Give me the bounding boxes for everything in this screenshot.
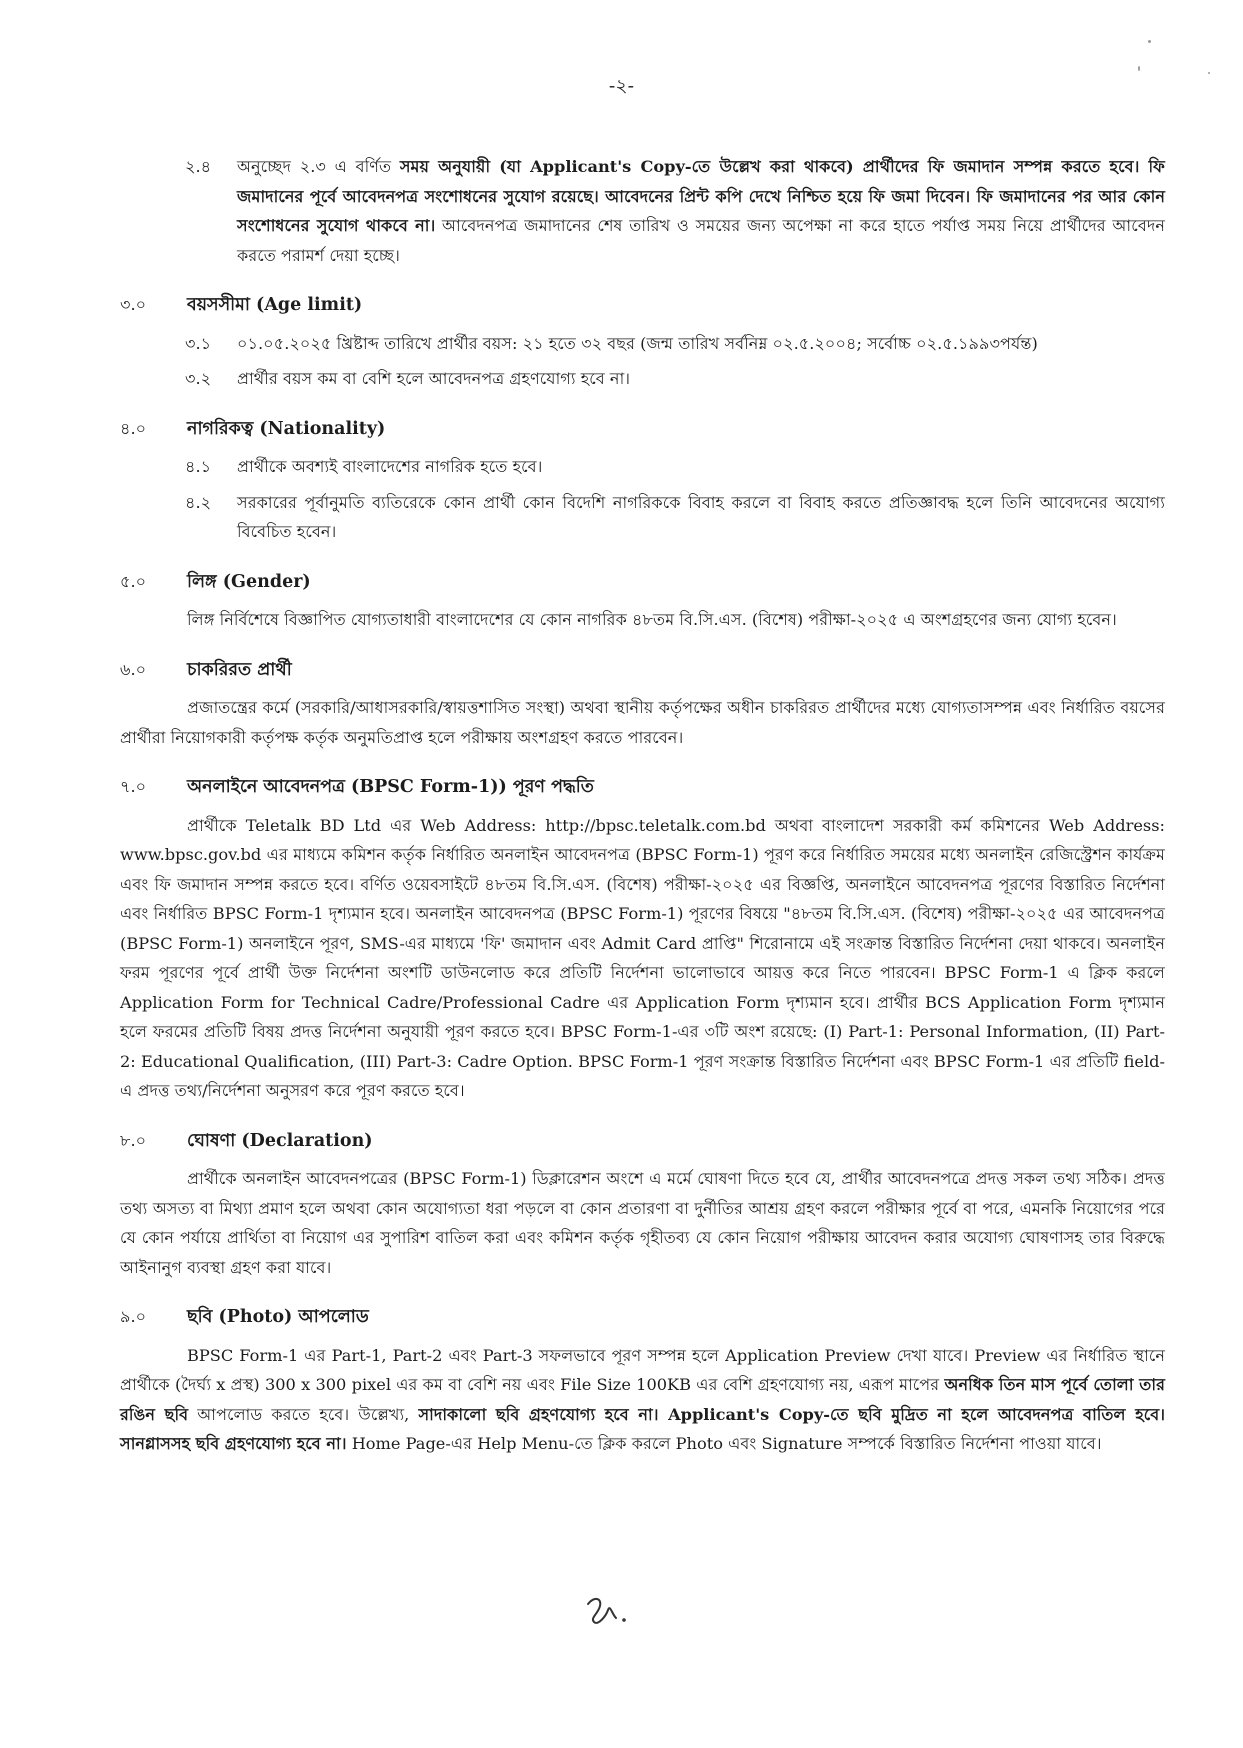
- clause-2-4: [185, 152, 1165, 270]
- section-title: নাগরিকত্ব (Nationality): [187, 418, 386, 439]
- clause-text: সরকারের পূর্বানুমতি ব্যতিরেকে কোন প্রার্থী কোন বিদেশি নাগরিককে বিবাহ করলে বা বিবাহ করতে প্রতিজ্ঞাবদ্ধ হলে তিনি আবেদনের অযোগ্য বিবেচিত হবেন।: [237, 492, 1165, 541]
- section-5-paragraph: লিঙ্গ নির্বিশেষে বিজ্ঞাপিত যোগ্যতাধারী বাংলাদেশের যে কোন নাগরিক ৪৮তম বি.সি.এস. (বিশেষ) পরীক্ষা-২০২৫ এ অংশগ্রহণের জন্য যোগ্য হবেন।: [187, 610, 1117, 629]
- section-9-paragraph: [120, 1341, 1165, 1459]
- paragraph-bold: সাদাকালো ছবি গ্রহণযোগ্য হবে না। Applicant's Copy-তে ছবি মুদ্রিত না হলে আবেদনপত্র বাতিল হবে। সানগ্লাসসহ ছবি গ্রহণযোগ্য হবে না।: [120, 1404, 1165, 1453]
- section-number: ৪.০: [120, 418, 147, 438]
- section-number: ৭.০: [120, 777, 147, 796]
- section-title: ঘোষণা (Declaration): [187, 1130, 373, 1151]
- scan-speck: [1208, 72, 1210, 74]
- section-9-heading: [120, 1302, 1165, 1333]
- paragraph-part: BPSC Form-1 এর Part-1, Part-2 এবং Part-3 সফলভাবে পূরণ সম্পন্ন হলে Application Preview দেখা যাবে। Preview এর নির্ধারিত স্থানে প্রার্থীকে (দৈর্ঘ্য x প্রস্থ) 300 x 300 pixel এর কম বা বেশি নয় এবং File Size 100KB এর বেশি গ্রহণযোগ্য নয়, এরূপ মাপের: [120, 1345, 1165, 1394]
- page-number: -২-: [608, 75, 635, 97]
- clause-4-2: [185, 488, 1165, 547]
- clause-number: ৪.২: [185, 492, 212, 512]
- section-8-heading: [120, 1126, 1165, 1157]
- clause-text: [237, 152, 1165, 270]
- clause-text: ০১.০৫.২০২৫ খ্রিষ্টাব্দ তারিখে প্রার্থীর বয়স: ২১ হতে ৩২ বছর (জন্ম তারিখ সর্বনিম্ন ০২.৫.২০০৪; সর্বোচ্চ ০২.৫.১৯৯৩পর্যন্ত): [237, 333, 1038, 353]
- document-body: [120, 152, 1165, 1459]
- section-number: ৩.০: [120, 295, 147, 314]
- section-number: ৮.০: [120, 1130, 147, 1150]
- section-title: অনলাইনে আবেদনপত্র (BPSC Form-1)) পূরণ পদ্ধতি: [187, 777, 594, 797]
- section-number: ৯.০: [120, 1307, 147, 1326]
- paragraph-part: Home Page-এর Help Menu-তে ক্লিক করলে Photo এবং Signature সম্পর্কে বিস্তারিত নির্দেশনা পাওয়া যাবে।: [346, 1434, 1102, 1453]
- section-title: বয়সসীমা (Age limit): [187, 295, 363, 315]
- handwritten-initial: [582, 1590, 632, 1630]
- section-3-heading: [120, 290, 1165, 321]
- section-number: ৫.০: [120, 571, 147, 591]
- clause-3-2: [185, 364, 1165, 394]
- section-7-paragraph: প্রার্থীকে Teletalk BD Ltd এর Web Address: http://bpsc.teletalk.com.bd অথবা বাংলাদেশ সরকারী কর্ম কমিশনের Web Address: www.bpsc.gov.bd এর মাধ্যমে কমিশন কর্তৃক নির্ধারিত অনলাইন আবেদনপত্র (BPSC Form-1) পূরণ করে নির্ধারিত সময়ের মধ্যে অনলাইন রেজিস্ট্রেশন কার্যক্রম এবং ফি জমাদান সম্পন্ন করতে হবে। বর্ণিত ওয়েবসাইটে ৪৮তম বি.সি.এস. (বিশেষ) পরীক্ষা-২০২৫ এর বিজ্ঞপ্তি, অনলাইনে আবেদনপত্র পূরণের বিস্তারিত নির্দেশনা এবং নির্ধারিত BPSC Form-1 দৃশ্যমান হবে। অনলাইন আবেদনপত্র (BPSC Form-1) পূরণের বিষয়ে "৪৮তম বি.সি.এস. (বিশেষ) পরীক্ষা-২০২৫ এর আবেদনপত্র (BPSC Form-1) অনলাইনে পূরণ, SMS-এর মাধ্যমে 'ফি' জমাদান এবং Admit Card প্রাপ্তি" শিরোনামে এই সংক্রান্ত বিস্তারিত নির্দেশনা দেয়া থাকবে। অনলাইন ফরম পূরণের পূর্বে প্রার্থী উক্ত নির্দেশনা অংশটি ডাউনলোড করে প্রতিটি নির্দেশনা ভালোভাবে আয়ত্ত করে নিতে পারবেন। BPSC Form-1 এ ক্লিক করলে Application Form for Technical Cadre/Professional Cadre এর Application Form দৃশ্যমান হবে। প্রার্থীর BCS Application Form দৃশ্যমান হলে ফরমের প্রতিটি বিষয় প্রদত্ত নির্দেশনা অনুযায়ী পূরণ করতে হবে। BPSC Form-1-এর ৩টি অংশ রয়েছে: (I) Part-1: Personal Information, (II) Part-2: Educational Qualification, (III) Part-3: Cadre Option. BPSC Form-1 পূরণ সংক্রান্ত বিস্তারিত নির্দেশনা এবং BPSC Form-1 এর প্রতিটি field-এ প্রদত্ত তথ্য/নির্দেশনা অনুসরণ করে পূরণ করতে হবে।: [120, 815, 1166, 1100]
- paragraph-part: আপলোড করতে হবে। উল্লেখ্য,: [188, 1404, 419, 1424]
- section-number: ৬.০: [120, 659, 147, 679]
- section-title: চাকরিরত প্রার্থী: [187, 659, 292, 680]
- paragraph-bold: অনধিক তিন মাস পূর্বে তোলা তার রঙিন ছবি: [120, 1375, 1165, 1424]
- clause-text: প্রার্থীর বয়স কম বা বেশি হলে আবেদনপত্র গ্রহণযোগ্য হবে না।: [237, 369, 631, 388]
- section-title: লিঙ্গ (Gender): [187, 571, 311, 592]
- clause-text-part: অনুচ্ছেদ ২.৩ এ বর্ণিত: [237, 157, 400, 176]
- scan-speck: [1148, 40, 1151, 43]
- clause-text: প্রার্থীকে অবশ্যই বাংলাদেশের নাগরিক হতে হবে।: [237, 457, 543, 476]
- clause-number: ৩.১: [185, 333, 212, 353]
- clause-3-1: [185, 329, 1165, 359]
- clause-text-bold: সময় অনুযায়ী (যা Applicant's Copy-তে উল্লেখ করা থাকবে) প্রার্থীদের ফি জমাদান সম্পন্ন করতে হবে। ফি জমাদানের পূর্বে আবেদনপত্র সংশোধনের সুযোগ রয়েছে। আবেদনের প্রিন্ট কপি দেখে নিশ্চিত হয়ে ফি জমা দিবেন। ফি জমাদানের পর আর কোন সংশোধনের সুযোগ থাকবে না।: [237, 157, 1166, 235]
- section-title: ছবি (Photo) আপলোড: [187, 1307, 369, 1327]
- clause-number: ২.৪: [185, 157, 212, 176]
- clause-number: ৩.২: [185, 369, 212, 388]
- clause-text-part: আবেদনপত্র জমাদানের শেষ তারিখ ও সময়ের জন্য অপেক্ষা না করে হাতে পর্যাপ্ত সময় নিয়ে প্রার্থীদের আবেদন করতে পরামর্শ দেয়া হচ্ছে।: [237, 216, 1165, 265]
- section-6-paragraph: প্রজাতন্ত্রের কর্মে (সরকারি/আধাসরকারি/স্বায়ত্তশাসিত সংস্থা) অথবা স্থানীয় কর্তৃপক্ষের অধীন চাকরিরত প্রার্থীদের মধ্যে যোগ্যতাসম্পন্ন এবং নির্ধারিত বয়সের প্রার্থীরা নিয়োগকারী কর্তৃপক্ষ কর্তৃক অনুমতিপ্রাপ্ত হলে পরীক্ষায় অংশগ্রহণ করতে পারবেন।: [120, 698, 1165, 747]
- clause-4-1: [185, 452, 1165, 482]
- section-8-paragraph: প্রার্থীকে অনলাইন আবেদনপত্রের (BPSC Form-1) ডিক্লারেশন অংশে এ মর্মে ঘোষণা দিতে হবে যে, প্রার্থীর আবেদনপত্রে প্রদত্ত সকল তথ্য সঠিক। প্রদত্ত তথ্য অসত্য বা মিথ্যা প্রমাণ হলে অথবা কোন অযোগ্যতা ধরা পড়লে বা কোন প্রতারণা বা দুর্নীতির আশ্রয় গ্রহণ করলে পরীক্ষার পূর্বে বা পরে, এমনকি নিয়োগের পরে যে কোন পর্যায়ে প্রার্থিতা বা নিয়োগ এর সুপারিশ বাতিল করা এবং কমিশন কর্তৃক গৃহীতব্য যে কোন নিয়োগ পরীক্ষায় আবেদন করার অযোগ্য ঘোষণাসহ তার বিরুদ্ধে আইনানুগ ব্যবস্থা গ্রহণ করা যাবে।: [120, 1169, 1165, 1277]
- section-7-heading: [120, 772, 1165, 803]
- section-4-heading: [120, 414, 1165, 445]
- section-6-heading: [120, 655, 1165, 686]
- clause-number: ৪.১: [185, 457, 212, 476]
- scan-speck: [1138, 66, 1140, 71]
- section-5-heading: [120, 567, 1165, 598]
